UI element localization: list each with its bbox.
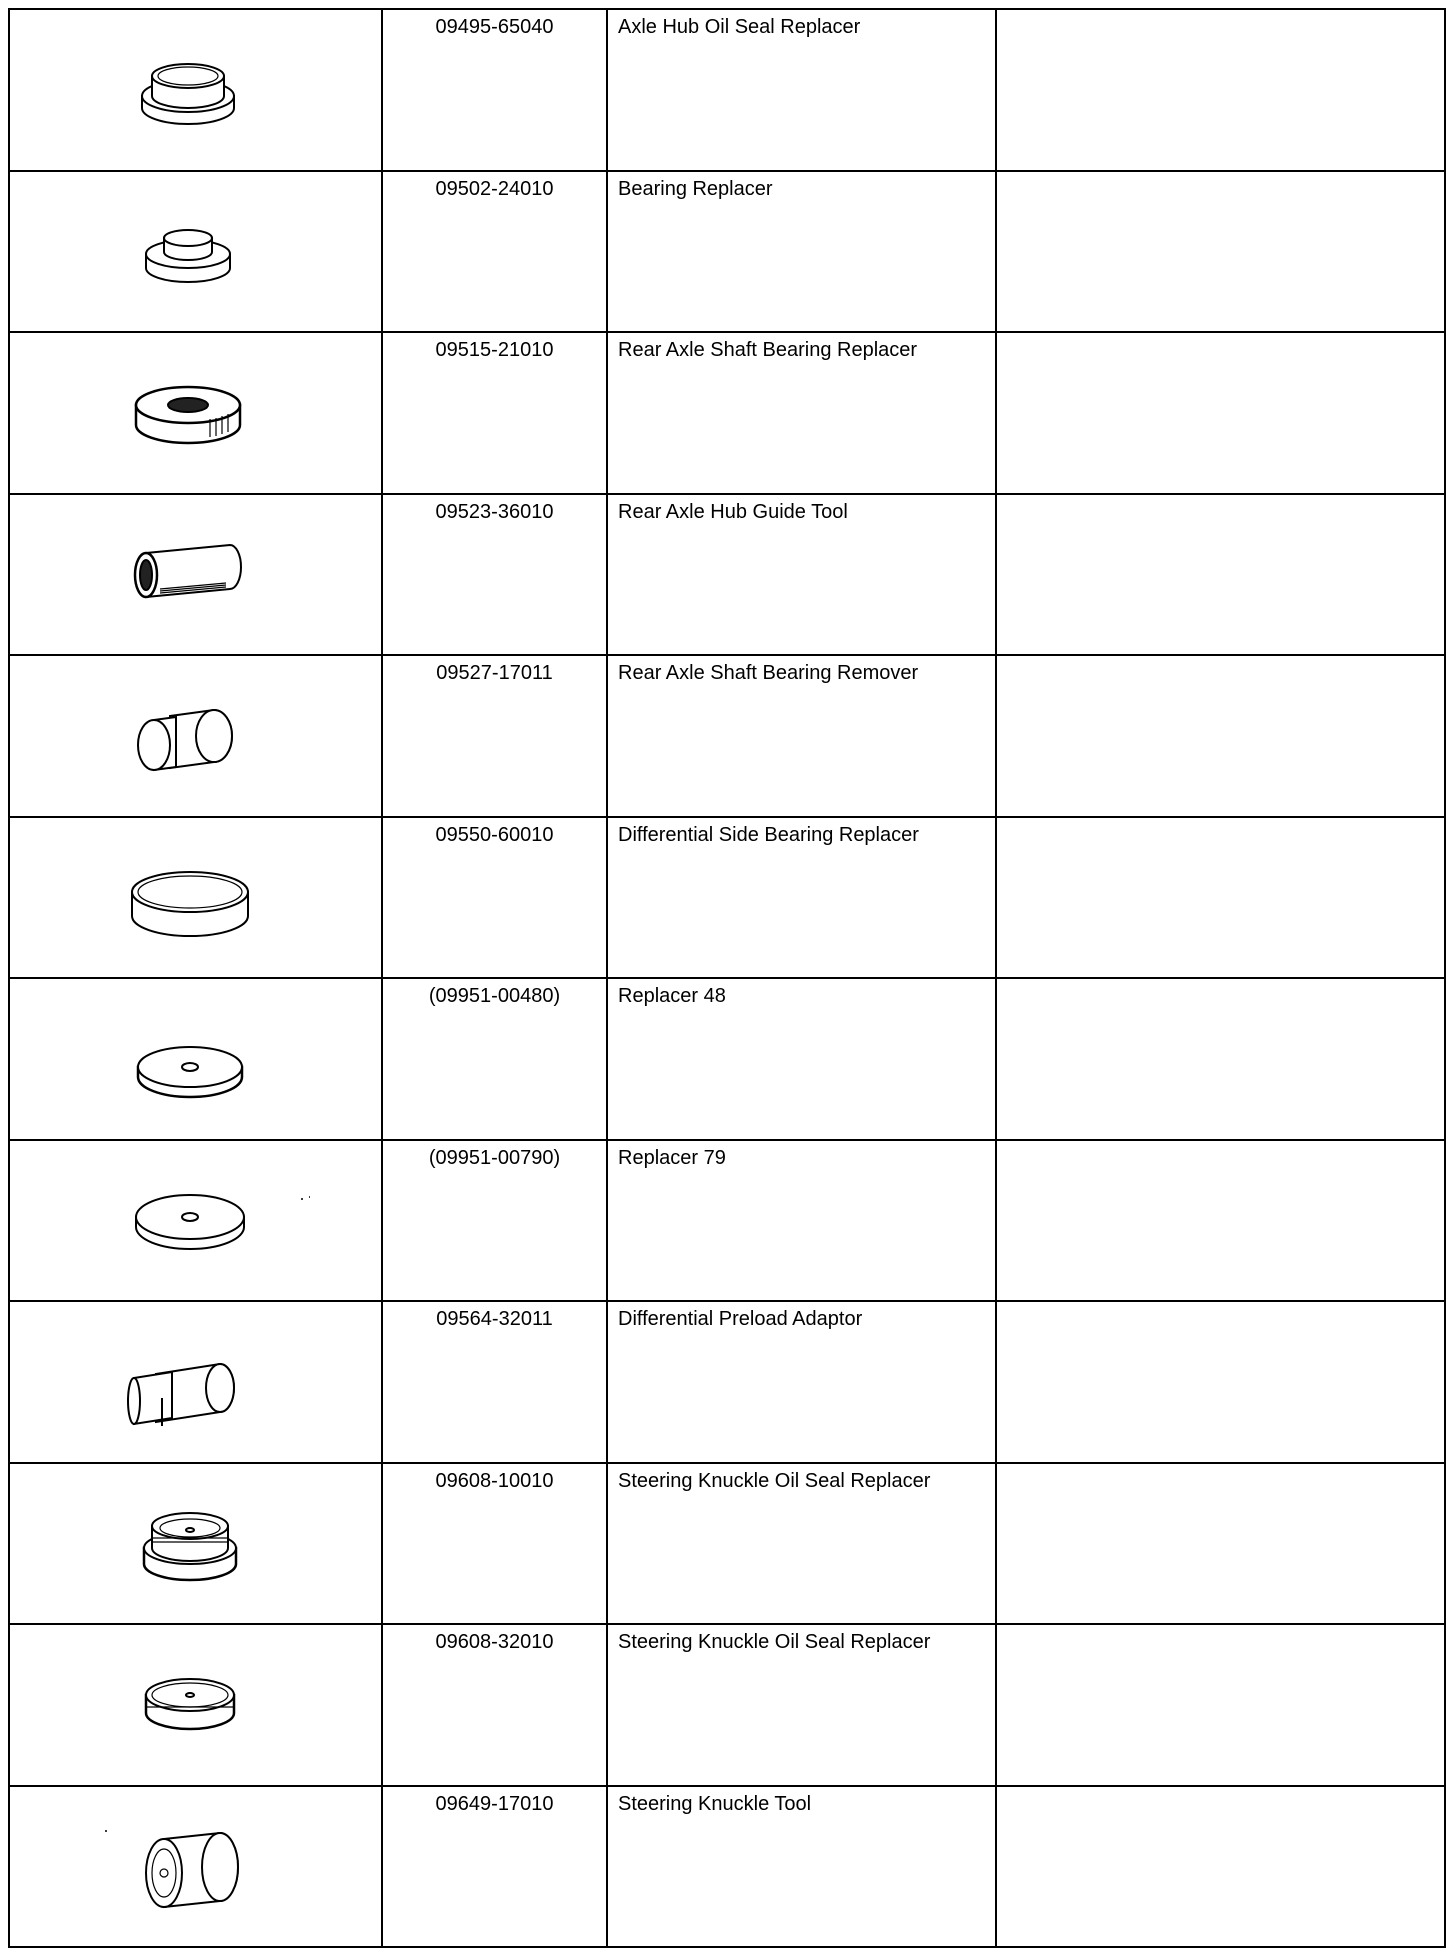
table-row <box>9 978 1445 1140</box>
tool-note-cell <box>996 171 1445 333</box>
tool-name: Rear Axle Shaft Bearing Replacer <box>618 339 918 361</box>
rear-axle-shaft-bearing-replacer-icon <box>80 333 310 493</box>
tool-note-cell <box>996 1463 1445 1625</box>
tool-name: Rear Axle Shaft Bearing Remover <box>618 662 919 684</box>
tool-part-number: 09608-10010 <box>435 1469 554 1492</box>
tool-part-number: 09608-32010 <box>435 1631 554 1653</box>
table-row <box>9 1301 1445 1463</box>
tool-note-cell <box>996 9 1445 171</box>
replacer-48-icon <box>80 979 310 1139</box>
tool-name: Differential Side Bearing Replacer <box>618 823 919 846</box>
tool-note-cell <box>996 1624 1445 1786</box>
table-row <box>9 817 1445 979</box>
tool-part-number: 09550-60010 <box>435 823 554 846</box>
tool-name: Replacer 48 <box>618 985 726 1007</box>
tool-name: Rear Axle Hub Guide Tool <box>618 500 848 523</box>
table-row <box>9 1463 1445 1625</box>
tool-note-cell <box>996 655 1445 817</box>
differential-side-bearing-replacer-icon <box>80 818 310 978</box>
tool-name: Steering Knuckle Oil Seal Replacer <box>618 1469 931 1492</box>
steering-knuckle-oil-seal-replacer-icon <box>80 1625 310 1785</box>
table-row <box>9 332 1445 494</box>
steering-knuckle-tool-icon <box>80 1787 310 1947</box>
table-row <box>9 9 1445 171</box>
tool-note-cell <box>996 1786 1445 1948</box>
tool-part-number: 09502-24010 <box>435 177 554 200</box>
tool-note-cell <box>996 1140 1445 1302</box>
tool-note-cell <box>996 817 1445 979</box>
rear-axle-shaft-bearing-remover-icon <box>80 656 310 816</box>
bearing-replacer-icon <box>80 172 310 332</box>
tool-name: Replacer 79 <box>618 1146 726 1169</box>
axle-hub-oil-seal-replacer-icon <box>80 10 310 170</box>
tool-part-number: (09951-00790) <box>428 1146 561 1169</box>
tool-note-cell <box>996 978 1445 1140</box>
tool-name: Steering Knuckle Tool <box>618 1792 812 1815</box>
table-row <box>9 1624 1445 1786</box>
table-row <box>9 1786 1445 1948</box>
tool-part-number: 09495-65040 <box>435 16 554 38</box>
tool-part-number: (09951-00480) <box>428 985 561 1007</box>
steering-knuckle-oil-seal-replacer-icon <box>80 1464 310 1624</box>
tool-name: Axle Hub Oil Seal Replacer <box>618 16 861 38</box>
tool-part-number: 09515-21010 <box>435 339 554 361</box>
rear-axle-hub-guide-tool-icon <box>80 495 310 655</box>
table-row <box>9 171 1445 333</box>
tool-illustration-cell <box>9 9 382 171</box>
special-tools-table <box>8 8 1446 1948</box>
tool-part-number: 09527-17011 <box>436 662 553 684</box>
replacer-79-icon <box>80 1141 310 1301</box>
tool-note-cell <box>996 494 1445 656</box>
tool-part-number: 09649-17010 <box>435 1792 554 1815</box>
tool-name: Steering Knuckle Oil Seal Replacer <box>618 1631 931 1653</box>
tool-note-cell <box>996 332 1445 494</box>
tool-part-number: 09523-36010 <box>435 500 554 523</box>
tool-name: Differential Preload Adaptor <box>618 1308 863 1330</box>
table-row <box>9 494 1445 656</box>
tool-part-number: 09564-32011 <box>436 1308 553 1330</box>
tool-note-cell <box>996 1301 1445 1463</box>
differential-preload-adaptor-icon <box>80 1302 310 1462</box>
table-row <box>9 1140 1445 1302</box>
tool-name: Bearing Replacer <box>618 177 773 200</box>
table-row <box>9 655 1445 817</box>
